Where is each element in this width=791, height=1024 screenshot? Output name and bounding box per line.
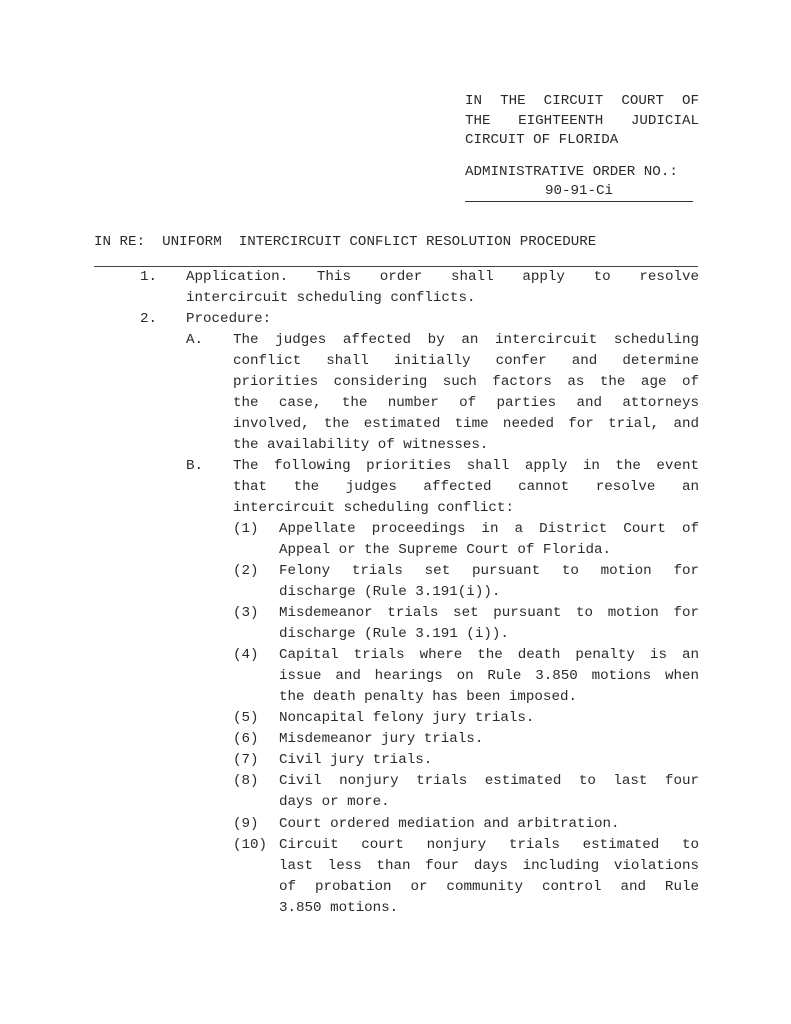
subsection-line: the case, the number of parties and attorneys	[233, 395, 699, 411]
priority-number: (3)	[233, 605, 259, 621]
priority-text	[279, 603, 699, 645]
court-caption-line: IN THE CIRCUIT COURT OF	[465, 93, 699, 109]
priority-line: days or more.	[279, 794, 390, 810]
priority-line: Civil nonjury trials estimated to last four	[279, 773, 699, 789]
priority-line: Circuit court nonjury trials estimated to	[279, 837, 699, 853]
priority-number: (7)	[233, 752, 259, 768]
priority-line: last less than four days including violations	[279, 858, 699, 874]
priority-number: (10)	[233, 837, 268, 853]
subsection-line: priorities considering such factors as the age of	[233, 374, 699, 390]
court-caption	[465, 92, 699, 151]
priority-line: Capital trials where the death penalty is an	[279, 647, 699, 663]
priority-number: (4)	[233, 647, 259, 663]
subsection-line: intercircuit scheduling conflict:	[233, 500, 514, 516]
court-caption-line: THE EIGHTEENTH JUDICIAL	[465, 112, 699, 129]
priority-text	[279, 708, 699, 729]
section-number: 1.	[140, 269, 158, 285]
priority-line: Appeal or the Supreme Court of Florida.	[279, 542, 612, 558]
priority-text	[279, 645, 699, 708]
priority-line: discharge (Rule 3.191 (i)).	[279, 626, 509, 642]
subsection-line: involved, the estimated time needed for trial, and	[233, 416, 699, 432]
priority-line: Felony trials set pursuant to motion for	[279, 563, 699, 579]
priority-number: (9)	[233, 816, 259, 832]
subsection-line: conflict shall initially confer and determine	[233, 353, 699, 369]
subsection-line: the availability of witnesses.	[233, 437, 489, 453]
priority-number: (5)	[233, 710, 259, 726]
in-re-title: IN RE: UNIFORM INTERCIRCUIT CONFLICT RESOLUTION PROCEDURE	[94, 234, 597, 250]
priority-number: (1)	[233, 521, 259, 537]
priority-text	[279, 729, 699, 750]
priority-line: issue and hearings on Rule 3.850 motions when	[279, 668, 699, 684]
priority-line: Court ordered mediation and arbitration.	[279, 816, 620, 832]
priority-text	[279, 519, 699, 561]
priority-line: Misdemeanor trials set pursuant to motion for	[279, 605, 699, 621]
priority-line: 3.850 motions.	[279, 900, 399, 916]
priority-text	[279, 561, 699, 603]
section-line: intercircuit scheduling conflicts.	[186, 290, 476, 306]
section-line: Application. This order shall apply to resolve	[186, 269, 699, 285]
order-number: 90-91-Ci	[465, 182, 693, 202]
priority-text	[279, 814, 699, 835]
priority-text	[279, 750, 699, 771]
section-text	[186, 309, 699, 330]
priority-text	[279, 771, 699, 813]
priority-line: of probation or community control and Rule	[279, 879, 699, 895]
section-line: Procedure:	[186, 311, 272, 327]
priority-line: Noncapital felony jury trials.	[279, 710, 535, 726]
priority-text	[279, 835, 699, 919]
priority-number: (6)	[233, 731, 259, 747]
court-caption-line: CIRCUIT OF FLORIDA	[465, 132, 619, 148]
subsection-letter: B.	[186, 458, 204, 474]
subsection-line: that the judges affected cannot resolve an	[233, 479, 699, 495]
priority-line: Misdemeanor jury trials.	[279, 731, 484, 747]
subsection-text	[233, 456, 699, 519]
subsection-letter: A.	[186, 332, 204, 348]
section-number: 2.	[140, 311, 158, 327]
priority-number: (2)	[233, 563, 259, 579]
order-label: ADMINISTRATIVE ORDER NO.:	[465, 164, 678, 180]
subsection-line: The judges affected by an intercircuit scheduling	[233, 332, 699, 348]
priority-line: Civil jury trials.	[279, 752, 433, 768]
priority-number: (8)	[233, 773, 259, 789]
priority-line: the death penalty has been imposed.	[279, 689, 577, 705]
subsection-text	[233, 330, 699, 456]
section-text	[186, 267, 699, 309]
subsection-line: The following priorities shall apply in the event	[233, 458, 699, 474]
priority-line: Appellate proceedings in a District Court of	[279, 521, 699, 537]
priority-line: discharge (Rule 3.191(i)).	[279, 584, 501, 600]
